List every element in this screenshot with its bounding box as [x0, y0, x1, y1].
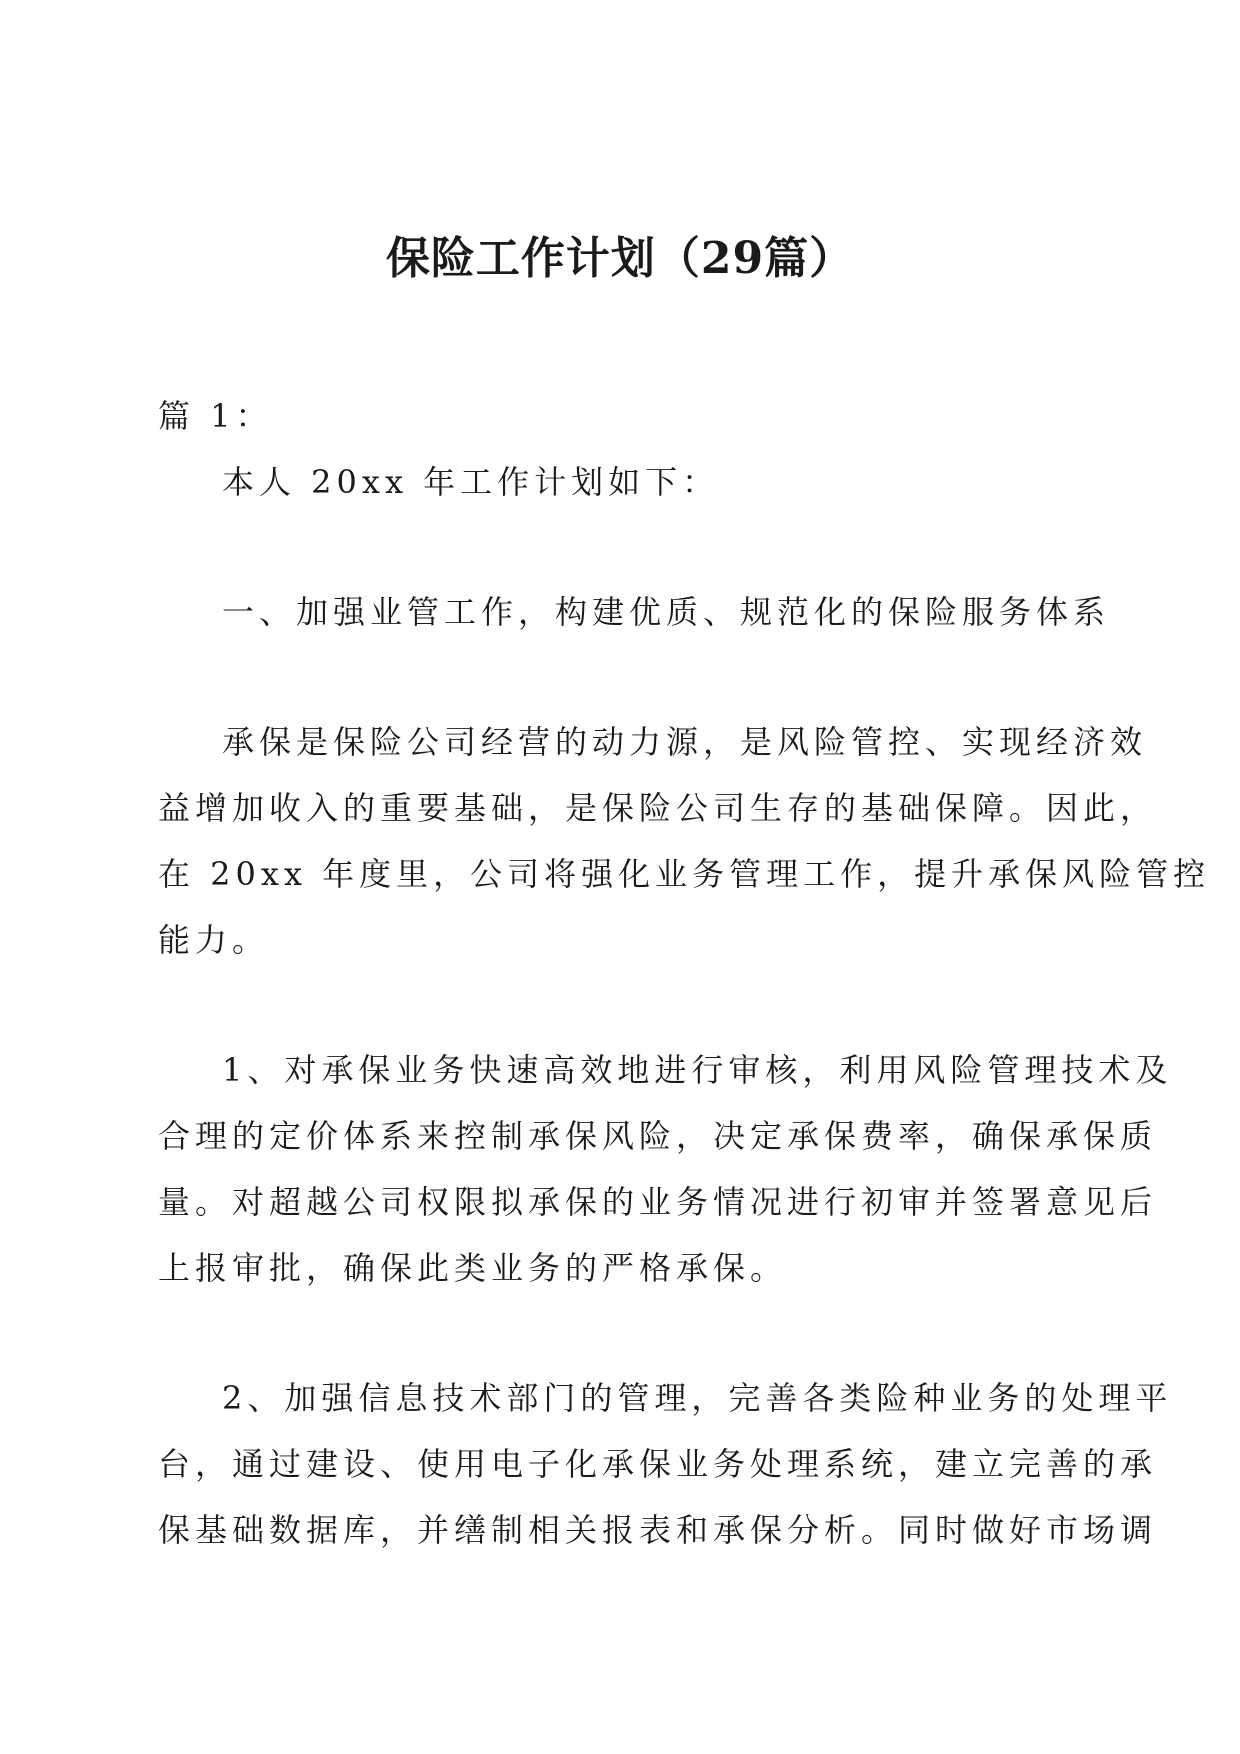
section-label: 篇 1： — [158, 397, 273, 435]
paragraph-line: 益增加收入的重要基础，是保险公司生存的基础保障。因此， — [158, 789, 1158, 827]
paragraph-line: 1、对承保业务快速高效地进行审核，利用风险管理技术及 — [222, 1051, 1173, 1089]
paragraph-line: 合理的定价体系来控制承保风险，决定承保费率，确保承保质 — [158, 1117, 1158, 1155]
paragraph-line: 2、加强信息技术部门的管理，完善各类险种业务的处理平 — [222, 1379, 1173, 1417]
paragraph-line: 上报审批，确保此类业务的严格承保。 — [158, 1249, 788, 1287]
document-title: 保险工作计划（29篇） — [385, 233, 855, 284]
paragraph-line: 在 20xx 年度里，公司将强化业务管理工作，提升承保风险管控 — [158, 855, 1211, 893]
paragraph-line: 能力。 — [158, 921, 270, 959]
intro-line: 本人 20xx 年工作计划如下： — [222, 463, 720, 501]
paragraph-line: 量。对超越公司权限拟承保的业务情况进行初审并签署意见后 — [158, 1183, 1158, 1221]
paragraph-line: 保基础数据库，并缮制相关报表和承保分析。同时做好市场调 — [158, 1511, 1158, 1549]
paragraph-line: 承保是保险公司经营的动力源，是风险管控、实现经济效 — [222, 723, 1148, 761]
section-heading: 一、加强业管工作，构建优质、规范化的保险服务体系 — [222, 593, 1111, 631]
paragraph-line: 台，通过建设、使用电子化承保业务处理系统，建立完善的承 — [158, 1445, 1158, 1483]
